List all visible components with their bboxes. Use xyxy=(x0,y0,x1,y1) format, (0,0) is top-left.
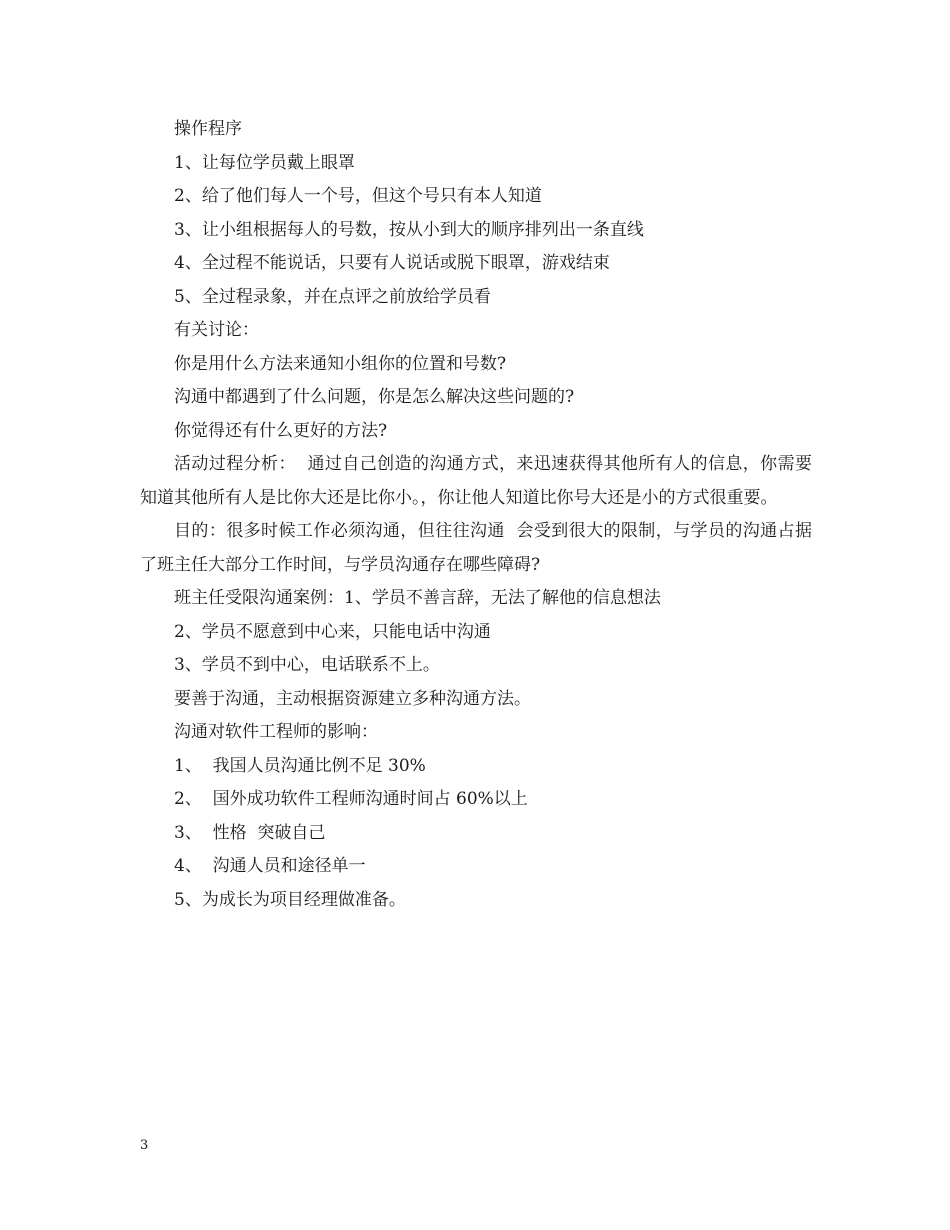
procedure-step-4: 4、全过程不能说话，只要有人说话或脱下眼罩，游戏结束 xyxy=(174,253,610,273)
procedure-step-5: 5、全过程录象，并在点评之前放给学员看 xyxy=(174,286,491,307)
document-body xyxy=(140,113,812,917)
heading-procedure: 操作程序 xyxy=(174,119,242,139)
impact-item-1: 1、 我国人员沟通比例不足 30% xyxy=(174,755,426,776)
impact-item-5: 5、为成长为项目经理做准备。 xyxy=(174,889,406,910)
impact-item-4: 4、 沟通人员和途径单一 xyxy=(174,856,366,876)
procedure-step-1: 1、让每位学员戴上眼罩 xyxy=(174,152,355,173)
activity-analysis-paragraph: 活动过程分析： 通过自己创造的沟通方式，来迅速获得其他所有人的信息，你需要知道其他所有人是比你大还是比你小。，你让他人知道比你号大还是小的方式很重要。 xyxy=(140,454,812,508)
case-item-2: 2、学员不愿意到中心来，只能电话中沟通 xyxy=(174,621,491,642)
impact-item-3: 3、 性格 突破自己 xyxy=(174,822,326,843)
heading-engineer-impact: 沟通对软件工程师的影响： xyxy=(174,722,378,742)
impact-item-2: 2、 国外成功软件工程师沟通时间占 60%以上 xyxy=(174,789,528,809)
communication-advice: 要善于沟通，主动根据资源建立多种沟通方法。 xyxy=(174,688,531,709)
procedure-step-2: 2、给了他们每人一个号，但这个号只有本人知道 xyxy=(174,186,542,206)
purpose-paragraph: 目的：很多时候工作必须沟通，但往往沟通 会受到很大的限制，与学员的沟通占据了班主任大部分工作时间，与学员沟通存在哪些障碍? xyxy=(140,521,812,575)
case-item-1: 班主任受限沟通案例：1、学员不善言辞，无法了解他的信息想法 xyxy=(174,588,661,608)
page-number: 3 xyxy=(140,1138,149,1153)
heading-discussion: 有关讨论： xyxy=(174,320,259,340)
procedure-step-3: 3、让小组根据每人的号数，按从小到大的顺序排列出一条直线 xyxy=(174,219,644,240)
case-item-3: 3、学员不到中心，电话联系不上。 xyxy=(174,655,440,675)
discussion-question-1: 你是用什么方法来通知小组你的位置和号数? xyxy=(174,353,507,374)
discussion-question-3: 你觉得还有什么更好的方法? xyxy=(174,420,388,441)
discussion-question-2: 沟通中都遇到了什么问题，你是怎么解决这些问题的? xyxy=(174,387,575,407)
